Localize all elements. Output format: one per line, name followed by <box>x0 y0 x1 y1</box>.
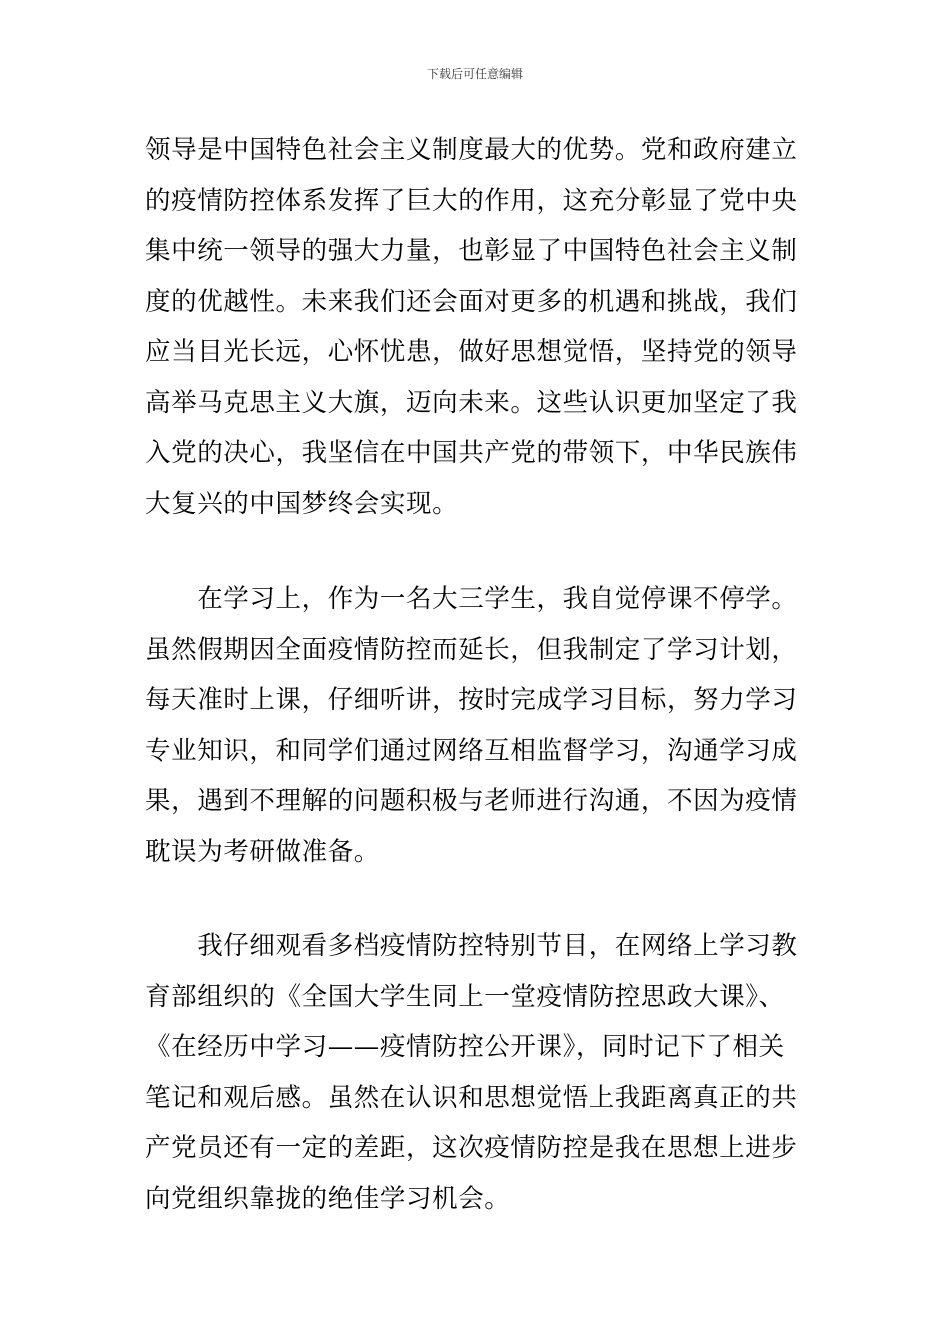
paragraph-line: 耽误为考研做准备。 <box>145 836 380 867</box>
paragraph-2 <box>145 574 811 877</box>
paragraph-line: 在学习上，作为一名大三学生，我自觉停课不停学。 <box>145 584 798 614</box>
paragraph-line: 大复兴的中国梦终会实现。 <box>145 488 459 519</box>
paragraph-line: 领导是中国特色社会主义制度最大的优势。党和政府建立 <box>145 135 798 165</box>
paragraph-line: 专业知识，和同学们通过网络互相监督学习，沟通学习成 <box>145 735 798 766</box>
paragraph-line: 的疫情防控体系发挥了巨大的作用，这充分彰显了党中央 <box>145 185 798 216</box>
paragraph-line: 虽然假期因全面疫情防控而延长，但我制定了学习计划， <box>145 634 798 665</box>
paragraph-line: 产党员还有一定的差距，这次疫情防控是我在思想上进步 <box>145 1133 798 1163</box>
paragraph-line: 应当目光长远，心怀忧患，做好思想觉悟，坚持党的领导 <box>145 337 798 367</box>
paragraph-1 <box>145 125 811 529</box>
paragraph-line: 集中统一领导的强大力量，也彰显了中国特色社会主义制 <box>145 236 798 266</box>
paragraph-line: 高举马克思主义大旗，迈向未来。这些认识更加坚定了我 <box>145 387 798 418</box>
paragraph-line: 入党的决心，我坚信在中国共产党的带领下，中华民族伟 <box>145 438 798 468</box>
paragraph-line: 向党组织靠拢的绝佳学习机会。 <box>145 1183 511 1214</box>
paragraph-line: 育部组织的《全国大学生同上一堂疫情防控思政大课》、 <box>145 981 785 1012</box>
paragraph-line: 《在经历中学习——疫情防控公开课》，同时记下了相关 <box>145 1032 785 1062</box>
paragraph-3 <box>145 921 811 1224</box>
paragraph-line: 果，遇到不理解的问题积极与老师进行沟通，不因为疫情 <box>145 786 798 816</box>
page-header: 下载后可任意编辑 <box>426 67 523 81</box>
paragraph-line: 我仔细观看多档疫情防控特别节目，在网络上学习教 <box>145 931 798 961</box>
paragraph-line: 度的优越性。未来我们还会面对更多的机遇和挑战，我们 <box>145 286 798 317</box>
paragraph-line: 每天准时上课，仔细听讲，按时完成学习目标，努力学习 <box>145 685 798 715</box>
paragraph-line: 笔记和观后感。虽然在认识和思想觉悟上我距离真正的共 <box>145 1082 798 1113</box>
